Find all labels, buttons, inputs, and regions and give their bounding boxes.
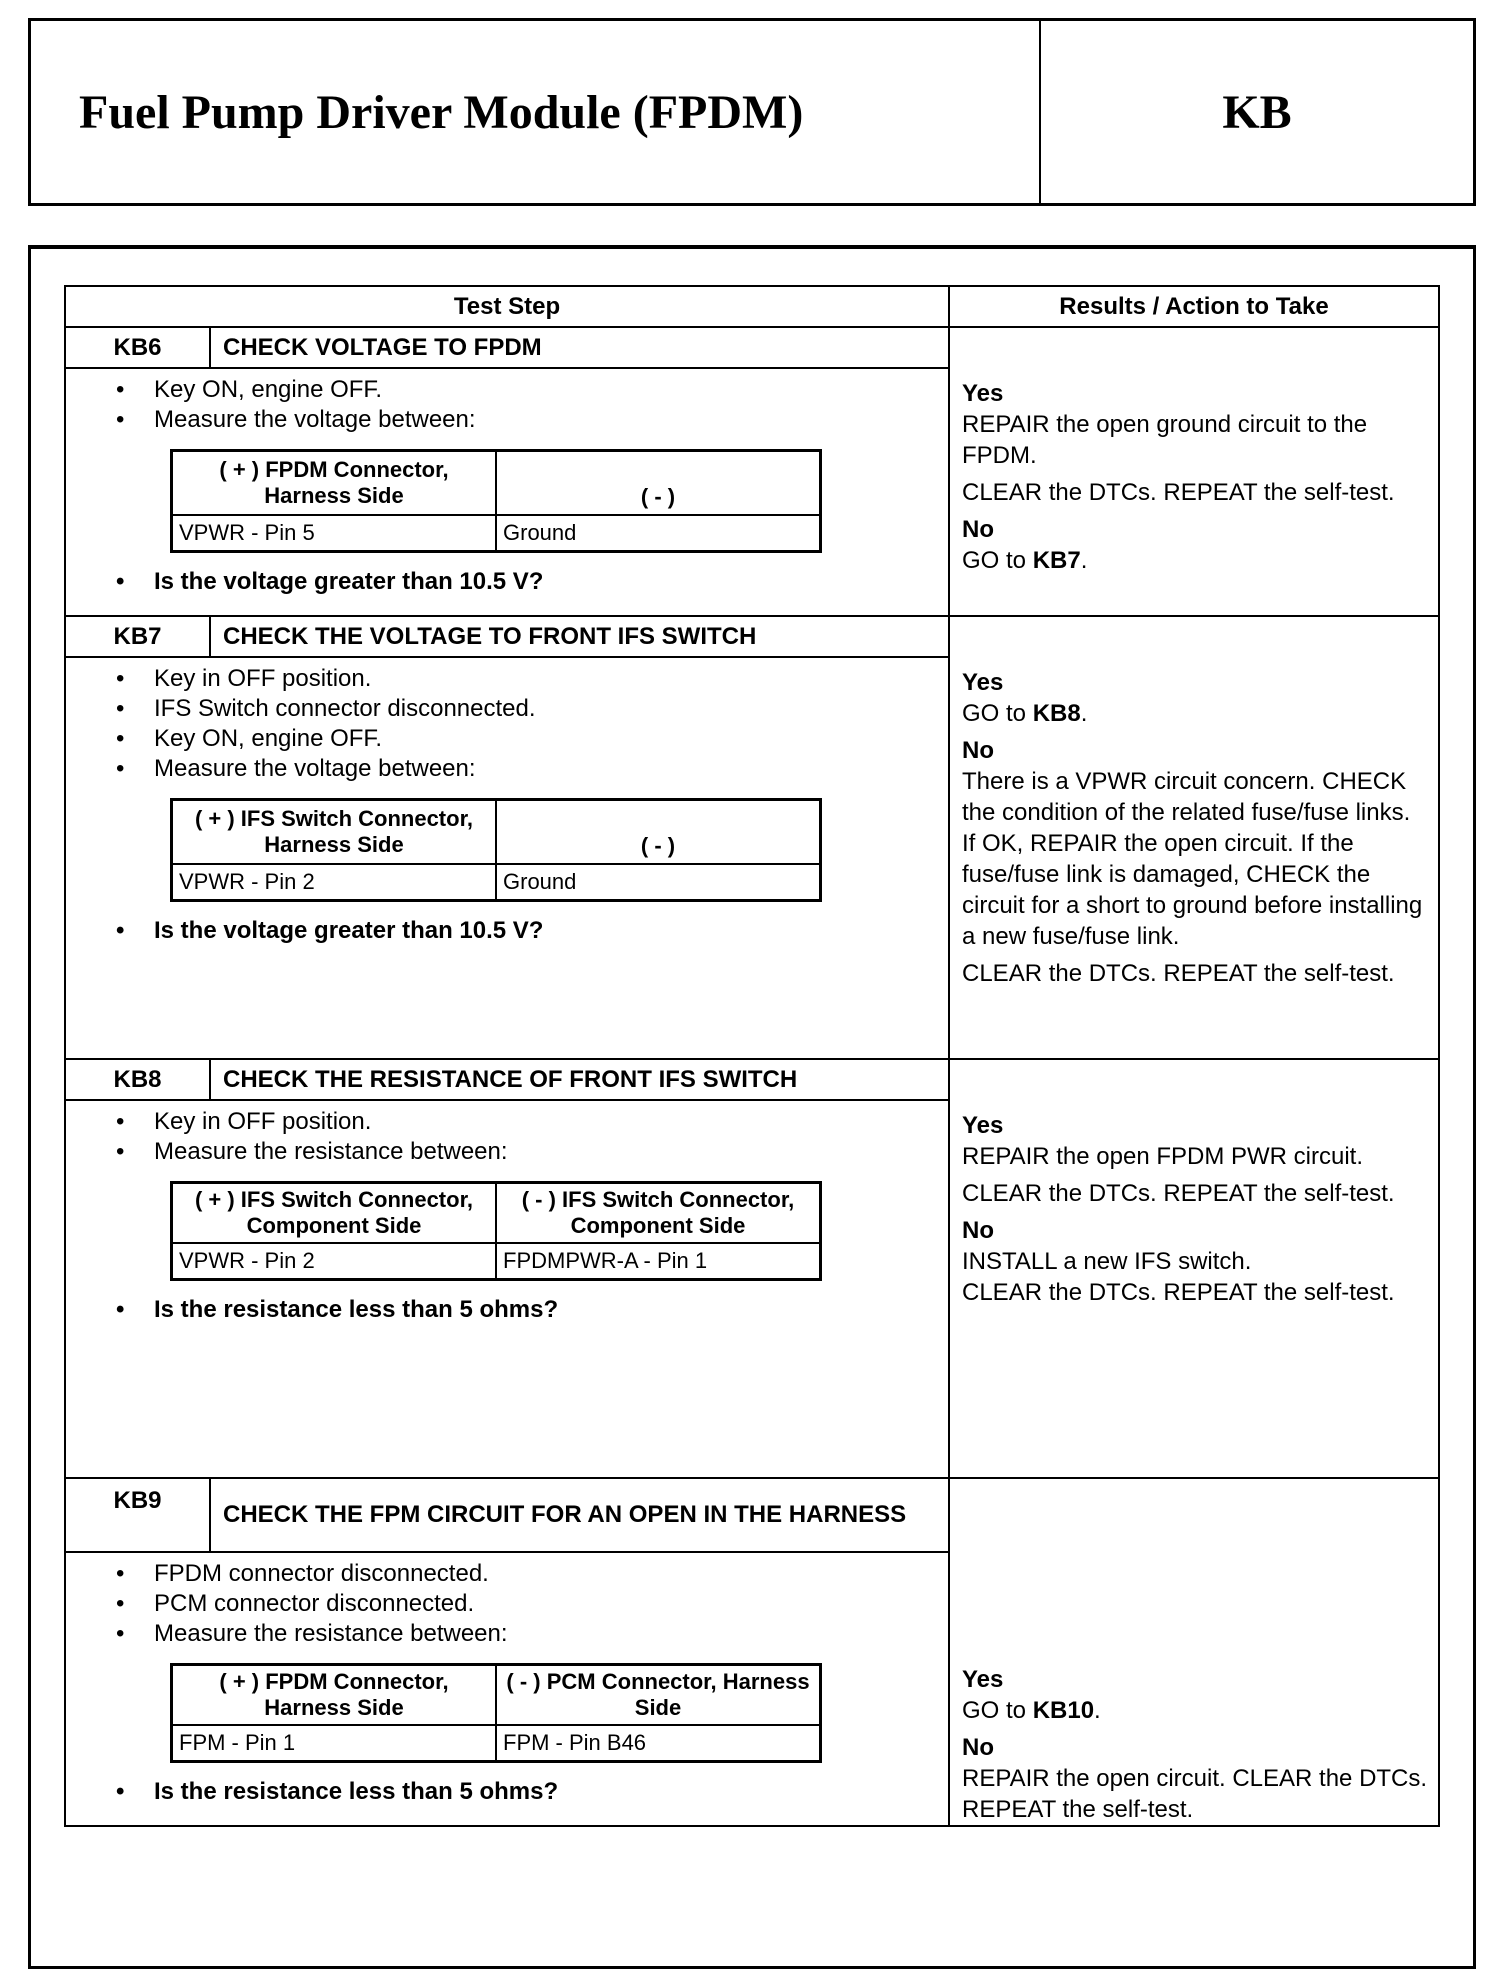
no-suffix: . bbox=[1080, 547, 1088, 574]
yes-prefix: GO to bbox=[962, 700, 1033, 727]
step-id: KB6 bbox=[65, 327, 210, 368]
step-instructions bbox=[66, 1101, 948, 1167]
no-text: CLEAR the DTCs. REPEAT the self-test. bbox=[962, 1279, 1395, 1306]
step-id: KB9 bbox=[65, 1478, 210, 1552]
step-body bbox=[65, 1100, 949, 1478]
no-text bbox=[962, 547, 1087, 574]
positive-lead-value: VPWR - Pin 5 bbox=[172, 515, 497, 552]
step-id: KB8 bbox=[65, 1059, 210, 1100]
yes-suffix: . bbox=[1080, 700, 1088, 727]
negative-lead-header: ( - ) PCM Connector, Harness Side bbox=[496, 1665, 821, 1726]
column-header-results: Results / Action to Take bbox=[949, 286, 1439, 327]
instruction: • Measure the voltage between: bbox=[154, 754, 948, 784]
step-results bbox=[949, 327, 1439, 616]
yes-suffix: . bbox=[1094, 1697, 1101, 1724]
instruction: • IFS Switch connector disconnected. bbox=[154, 694, 948, 724]
instruction: • Key in OFF position. bbox=[154, 664, 948, 694]
goto-link[interactable]: KB10 bbox=[1032, 1697, 1095, 1724]
yes-text bbox=[962, 698, 1428, 729]
step-instructions bbox=[66, 1553, 948, 1649]
step-results bbox=[949, 616, 1439, 1059]
instruction: • Key in OFF position. bbox=[154, 1107, 948, 1137]
no-prefix: GO to bbox=[962, 547, 1033, 574]
step-body bbox=[65, 657, 949, 1059]
yes-text: CLEAR the DTCs. REPEAT the self-test. bbox=[962, 1180, 1395, 1207]
yes-text: CLEAR the DTCs. REPEAT the self-test. bbox=[962, 479, 1395, 506]
step-question: • Is the resistance less than 5 ohms? bbox=[154, 1777, 948, 1807]
step-question: • Is the voltage greater than 10.5 V? bbox=[154, 916, 948, 946]
positive-lead-header: ( + ) FPDM Connector, Harness Side bbox=[172, 1665, 497, 1726]
measurement-table bbox=[170, 449, 822, 553]
step-instructions bbox=[66, 369, 948, 435]
step-title: CHECK THE RESISTANCE OF FRONT IFS SWITCH bbox=[210, 1059, 949, 1100]
negative-lead-value: Ground bbox=[496, 515, 821, 552]
yes-label: Yes bbox=[962, 380, 1004, 407]
yes-prefix: GO to bbox=[962, 1697, 1033, 1724]
instruction: • Measure the resistance between: bbox=[154, 1619, 948, 1649]
measurement-table bbox=[170, 798, 822, 902]
no-text: CLEAR the DTCs. REPEAT the self-test. bbox=[962, 960, 1395, 987]
test-step-table bbox=[64, 285, 1440, 1827]
content-frame bbox=[28, 245, 1476, 1969]
negative-lead-header: ( - ) IFS Switch Connector, Component Side bbox=[496, 1183, 821, 1244]
yes-label: Yes bbox=[962, 669, 1004, 696]
step-body bbox=[65, 368, 949, 616]
yes-label: Yes bbox=[962, 1112, 1004, 1139]
page-header bbox=[28, 18, 1476, 206]
instruction: • Key ON, engine OFF. bbox=[154, 724, 948, 754]
positive-lead-value: FPM - Pin 1 bbox=[172, 1725, 497, 1762]
no-text: INSTALL a new IFS switch. bbox=[962, 1248, 1252, 1275]
step-results bbox=[949, 1478, 1439, 1826]
step-id: KB7 bbox=[65, 616, 210, 657]
measurement-table bbox=[170, 1181, 822, 1281]
yes-text: REPAIR the open ground circuit to the FPDM. bbox=[962, 411, 1368, 469]
negative-lead-value: FPM - Pin B46 bbox=[496, 1725, 821, 1762]
step-question: • Is the resistance less than 5 ohms? bbox=[154, 1295, 948, 1325]
no-label: No bbox=[962, 516, 994, 543]
positive-lead-header: ( + ) IFS Switch Connector, Harness Side bbox=[172, 800, 497, 865]
negative-lead-header: ( - ) bbox=[496, 451, 821, 516]
yes-text bbox=[962, 1695, 1428, 1726]
step-question: • Is the voltage greater than 10.5 V? bbox=[154, 567, 948, 597]
negative-lead-value: Ground bbox=[496, 864, 821, 901]
positive-lead-header: ( + ) IFS Switch Connector, Component Side bbox=[172, 1183, 497, 1244]
step-title: CHECK THE VOLTAGE TO FRONT IFS SWITCH bbox=[210, 616, 949, 657]
instruction: • PCM connector disconnected. bbox=[154, 1589, 948, 1619]
positive-lead-value: VPWR - Pin 2 bbox=[172, 864, 497, 901]
instruction: • FPDM connector disconnected. bbox=[154, 1559, 948, 1589]
positive-lead-header: ( + ) FPDM Connector, Harness Side bbox=[172, 451, 497, 516]
positive-lead-value: VPWR - Pin 2 bbox=[172, 1243, 497, 1280]
negative-lead-value: FPDMPWR-A - Pin 1 bbox=[496, 1243, 821, 1280]
yes-text: REPAIR the open FPDM PWR circuit. bbox=[962, 1143, 1363, 1170]
step-results bbox=[949, 1059, 1439, 1478]
instruction: • Measure the voltage between: bbox=[154, 405, 948, 435]
goto-link[interactable]: KB8 bbox=[1032, 700, 1081, 727]
no-label: No bbox=[962, 737, 994, 764]
section-code: KB bbox=[1222, 85, 1292, 139]
step-title: CHECK THE FPM CIRCUIT FOR AN OPEN IN THE HARNESS bbox=[210, 1478, 949, 1552]
step-instructions bbox=[66, 658, 948, 784]
step-body bbox=[65, 1552, 949, 1826]
negative-lead-header: ( - ) bbox=[496, 800, 821, 865]
column-header-test-step: Test Step bbox=[65, 286, 949, 327]
no-text: REPAIR the open circuit. CLEAR the DTCs. REPEAT the self-test. bbox=[962, 1765, 1428, 1823]
instruction: • Key ON, engine OFF. bbox=[154, 375, 948, 405]
page-title: Fuel Pump Driver Module (FPDM) bbox=[31, 21, 1041, 203]
no-label: No bbox=[962, 1734, 994, 1761]
step-title: CHECK VOLTAGE TO FPDM bbox=[210, 327, 949, 368]
yes-label: Yes bbox=[962, 1666, 1004, 1693]
no-label: No bbox=[962, 1217, 994, 1244]
measurement-table bbox=[170, 1663, 822, 1763]
no-text: There is a VPWR circuit concern. CHECK the condition of the related fuse/fuse links. If OK, REPAIR the open circuit. If the fuse/fuse link is damaged, CHECK the circuit for a short to ground before installing a new fuse/fuse link. bbox=[962, 768, 1423, 950]
goto-link[interactable]: KB7 bbox=[1032, 547, 1081, 574]
instruction: • Measure the resistance between: bbox=[154, 1137, 948, 1167]
